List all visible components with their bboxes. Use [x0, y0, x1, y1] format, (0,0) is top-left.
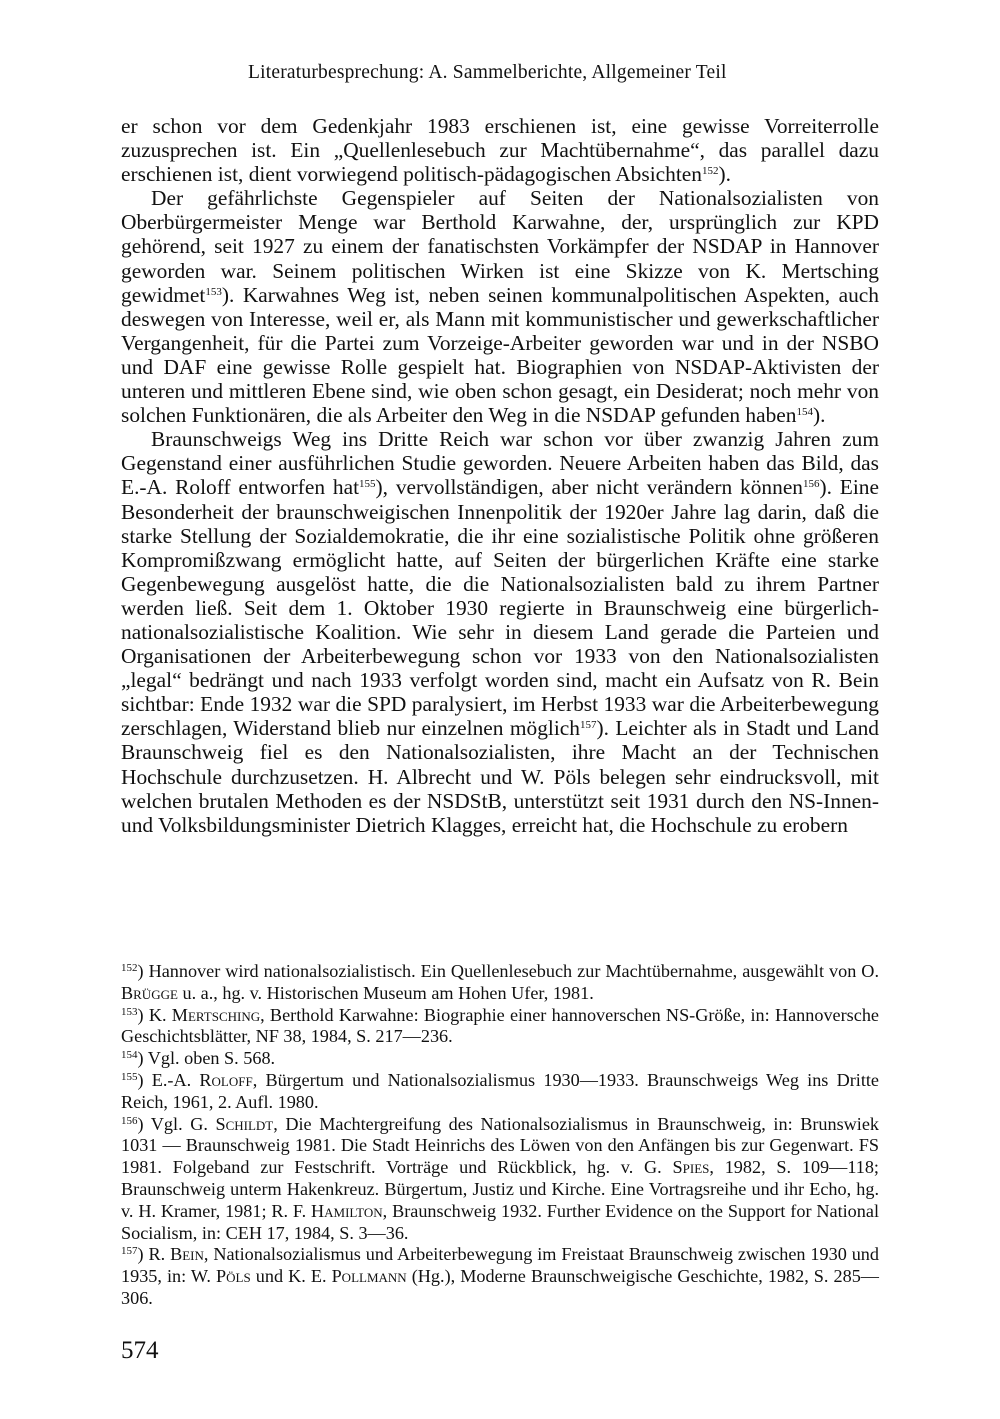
footnote-number: 153 [121, 1005, 138, 1018]
paragraph-2-text-a: Der gefährlichste Gegenspieler auf Seiten der Nationalsozialisten von Oberbürgermeister Menge war Berthold Karwahne, der, ursprünglich zur KPD gehörend, seit 1927 zu einem der fanatischsten Vorkämpfer der NSDAP in Hannover geworden war. Seinem politischen Wirken ist eine Skizze von K. Mertsching gewidmet [121, 186, 879, 307]
paragraph-2 [121, 186, 879, 427]
paragraph-1-text: er schon vor dem Gedenkjahr 1983 erschienen ist, eine gewisse Vorreiterrolle zuzusprechen ist. Ein „Quellenlesebuch zur Machtübernahme“, das parallel dazu erschienen ist, dient vorwiegend politisch-pädagogischen Absichten [121, 114, 879, 187]
author-name: Pöls [216, 1266, 251, 1287]
footnote-ref-157[interactable]: 157 [579, 719, 597, 732]
footnote-text: , 1982, S. 109—118; Braunschweig unterm Hakenkreuz. Bürgertum, Justiz und Kirche. Eine Vortragsreihe und ihr Echo, hg. v. H. Kramer, 1981; R. F. [121, 1157, 879, 1221]
page-number: 574 [121, 1337, 159, 1364]
footnote-text: (Hg.), Moderne Braunschweigische Geschichte, 1982, S. 285—306. [121, 1266, 879, 1308]
footnote-text: ) Vgl. G. [137, 1113, 216, 1134]
footnote-text: ) R. [137, 1244, 171, 1265]
footnote-text: , Nationalsozialismus und Arbeiterbewegung im Freistaat Braunschweig zwischen 1930 und 1935, in: W. [121, 1244, 879, 1287]
footnote-153 [121, 1005, 879, 1049]
footnote-ref-156[interactable]: 156 [803, 478, 820, 491]
footnote-157 [121, 1244, 879, 1309]
paragraph-3-text-a: Braunschweigs Weg ins Dritte Reich war schon vor über zwanzig Jahren zum Gegenstand einer ausführlichen Studie geworden. Neuere Arbeiten haben das Bild, das E.-A. Roloff entworfen hat [121, 427, 879, 500]
author-name: Schildt [215, 1113, 274, 1134]
author-name: Hamilton [311, 1200, 383, 1221]
footnote-152 [121, 961, 879, 1005]
paragraph-3-text-b: ), vervollständigen, aber nicht verändern können [375, 475, 804, 500]
paragraph-1-end: ). [718, 162, 731, 187]
running-head: Literaturbesprechung: A. Sammelberichte, Allgemeiner Teil [248, 62, 727, 83]
author-name: Roloff [199, 1069, 253, 1090]
footnote-text: ) K. [137, 1004, 172, 1025]
footnote-number: 154 [121, 1049, 138, 1062]
footnote-text: ) E.-A. [137, 1069, 200, 1090]
paragraph-3 [121, 427, 879, 837]
footnote-text: , Bürgertum und Nationalsozialismus 1930—1933. Braunschweigs Weg ins Dritte Reich, 1961, 2. Aufl. 1980. [121, 1069, 879, 1112]
author-name: Mertsching [171, 1004, 261, 1025]
footnote-ref-152[interactable]: 152 [701, 165, 719, 178]
footnote-number: 156 [121, 1114, 138, 1127]
paragraph-2-text-c: ). [813, 403, 826, 428]
footnote-text: , Braunschweig 1932. Further Evidence on the Support for National Socialism, in: CEH 17, 1984, S. 3—36. [121, 1200, 879, 1243]
footnote-ref-153[interactable]: 153 [205, 285, 222, 298]
author-name: Spies [672, 1157, 710, 1178]
main-text [121, 114, 879, 837]
author-name: Brügge [121, 982, 178, 1003]
footnote-text: , Berthold Karwahne: Biographie einer hannoverschen NS-Größe, in: Hannoversche Geschichtsblätter, NF 38, 1984, S. 217—236. [121, 1004, 879, 1047]
author-name: Pollmann [331, 1266, 407, 1287]
footnote-156 [121, 1114, 879, 1245]
footnote-text: ) Vgl. oben S. 568. [137, 1048, 276, 1069]
paragraph-2-text-b: ). Karwahnes Weg ist, neben seinen kommunalpolitischen Aspekten, auch deswegen von Interesse, weil er, als Mann mit kommunistischer und gewerkschaftlicher Vergangenheit, für die Partei zum Vorzeige-Arbeiter geworden war und in der NSBO und DAF eine gewisse Rolle gespielt hat. Biographien von NSDAP-Aktivisten der unteren und mittleren Ebene sind, wie oben schon gesagt, ein Desiderat; noch mehr von solchen Funktionären, die als Arbeiter den Weg in die NSDAP gefunden haben [121, 282, 879, 428]
paragraph-3-text-c: ). Eine Besonderheit der braunschweigischen Innenpolitik der 1920er Jahre lag darin, daß die starke Stellung der Sozialdemokratie, die ihr eine sozialistische Politik ohne größeren Kompromißzwang ermöglicht hatte, auf Seiten der bürgerlichen Kräfte eine starke Gegenbewegung ausgelöst hatte, die die Nationalsozialisten bald zu ihrem Partner werden ließ. Seit dem 1. Oktober 1930 regierte in Braunschweig eine bürgerlich-nationalsozialistische Koalition. Wie sehr in diesem Land gerade die Parteien und Organisationen der Arbeiterbewegung schon vor 1933 von den Nationalsozialisten „legal“ bedrängt und nach 1933 verfolgt worden sind, macht ein Aufsatz von R. Bein sichtbar: Ende 1932 war die SPD paralysiert, im Herbst 1933 war die Arbeiterbewegung zerschlagen, Widerstand blieb nur einzelnen möglich [121, 475, 879, 741]
footnote-number: 155 [121, 1070, 138, 1083]
footnote-ref-154[interactable]: 154 [796, 406, 813, 419]
footnote-ref-155[interactable]: 155 [359, 478, 376, 491]
footnotes [121, 961, 879, 1310]
footnote-text: und K. E. [250, 1266, 332, 1287]
footnote-text: , Die Machtergreifung des Nationalsozialismus in Braunschweig, in: Brunswiek 1031 — Braunschweig 1981. Die Stadt Heinrichs des Löwen von den Anfängen bis zur Gegenwart. FS 1981. Folgeband zur Festschrift. Vorträge und Rückblick, hg. v. G. [121, 1113, 880, 1178]
footnote-number: 152 [121, 962, 138, 974]
footnote-text: ) Hannover wird nationalsozialistisch. Ein Quellenlesebuch zur Machtübernahme, ausgewählt von O. [137, 961, 879, 981]
footnote-text: u. a., hg. v. Historischen Museum am Hohen Ufer, 1981. [177, 982, 594, 1003]
paragraph-3-text-d: ). Leichter als in Stadt und Land Braunschweig fiel es den Nationalsozialisten, ihre Macht an der Technischen Hochschule durchzusetzen. H. Albrecht und W. Pöls belegen sehr eindrucksvoll, mit welchen brutalen Methoden es der NSDStB, unterstützt seit 1931 durch den NS-Innen- und Volksbildungsminister Dietrich Klagges, erreicht hat, die Hochschule zu erobern [121, 716, 879, 837]
footnote-154 [121, 1048, 879, 1070]
author-name: Bein [170, 1244, 204, 1265]
paragraph-1 [121, 114, 879, 186]
footnote-number: 157 [121, 1245, 138, 1258]
footnote-155 [121, 1070, 879, 1114]
